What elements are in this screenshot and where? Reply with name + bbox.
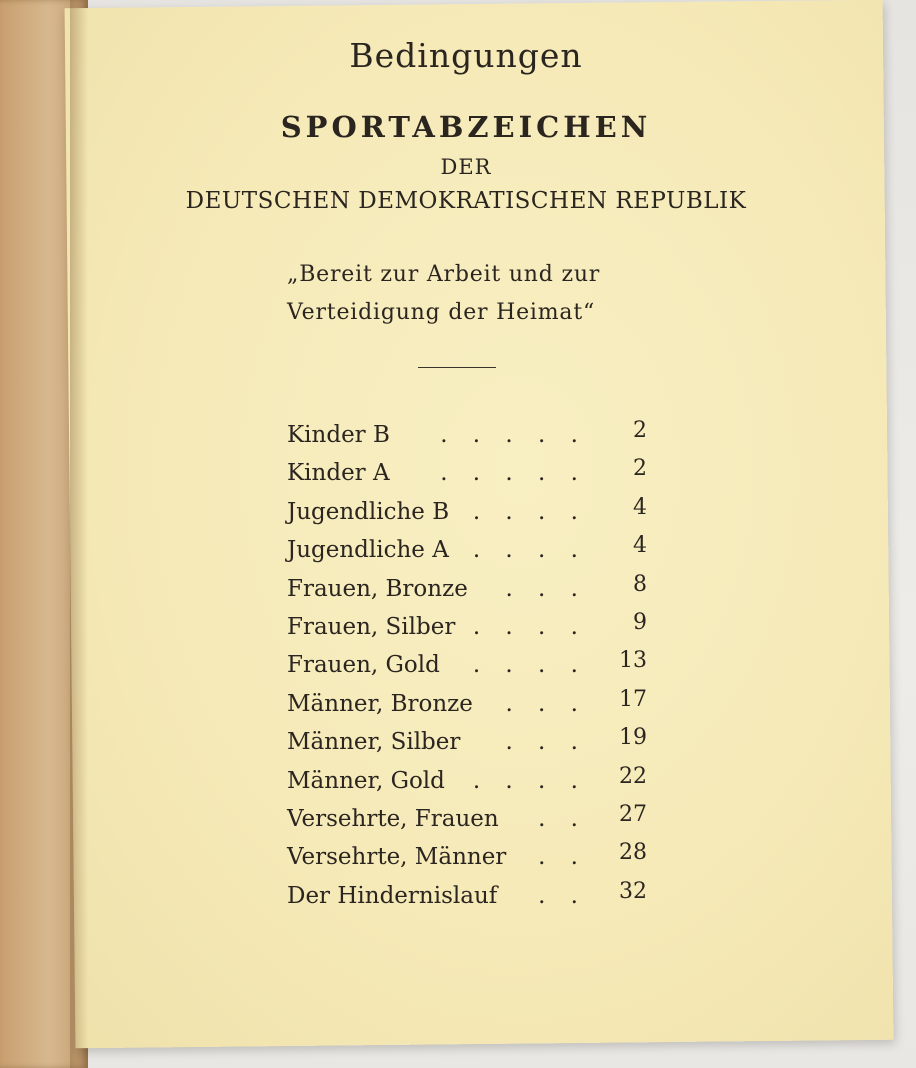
toc-page-number: 28 bbox=[619, 840, 647, 866]
toc-leader-dots: . . bbox=[538, 882, 587, 909]
toc-leader-dots: . . . . bbox=[472, 537, 587, 564]
motto-line-1: „Bereit zur Arbeit und zur bbox=[287, 262, 601, 287]
toc-label: Versehrte, Männer bbox=[287, 844, 507, 871]
toc-label: Kinder A bbox=[287, 460, 390, 487]
toc-row bbox=[287, 802, 667, 840]
toc-label: Versehrte, Frauen bbox=[287, 805, 499, 832]
toc-row bbox=[287, 687, 667, 725]
toc-label: Der Hindernislauf bbox=[287, 882, 498, 909]
toc-leader-dots: . . . . bbox=[472, 652, 587, 679]
toc-row bbox=[287, 456, 667, 494]
toc-leader-dots: . . bbox=[538, 805, 587, 832]
table-of-contents bbox=[287, 418, 667, 917]
toc-label: Frauen, Bronze bbox=[287, 575, 468, 602]
toc-row bbox=[287, 879, 667, 917]
toc-label: Kinder B bbox=[287, 422, 390, 448]
toc-row bbox=[287, 648, 667, 686]
toc-page-number: 19 bbox=[619, 725, 647, 751]
toc-row bbox=[287, 495, 667, 533]
heading-sportabzeichen: SPORTABZEICHEN bbox=[280, 110, 652, 144]
toc-page-number: 9 bbox=[633, 609, 647, 635]
toc-row bbox=[287, 764, 667, 802]
page-title: Bedingungen bbox=[349, 36, 583, 75]
toc-leader-dots: . . . . bbox=[472, 613, 587, 640]
toc-page-number: 13 bbox=[619, 648, 647, 674]
divider-rule bbox=[418, 367, 496, 368]
toc-label: Frauen, Silber bbox=[287, 613, 456, 640]
toc-page-number: 22 bbox=[619, 763, 647, 789]
toc-leader-dots: . . . . . bbox=[440, 422, 587, 448]
toc-leader-dots: . . . bbox=[505, 729, 587, 756]
toc-page-number: 8 bbox=[633, 571, 647, 597]
toc-leader-dots: . . . . bbox=[472, 767, 587, 794]
toc-label: Männer, Silber bbox=[287, 729, 461, 756]
toc-row bbox=[287, 533, 667, 571]
toc-row bbox=[287, 725, 667, 763]
heading-der: DER bbox=[440, 155, 492, 179]
toc-row bbox=[287, 572, 667, 610]
toc-label: Frauen, Gold bbox=[287, 652, 440, 679]
toc-page-number: 4 bbox=[633, 494, 647, 520]
toc-row bbox=[287, 418, 667, 456]
toc-leader-dots: . . . . bbox=[472, 498, 587, 525]
toc-leader-dots: . . . . . bbox=[440, 460, 587, 487]
toc-label: Männer, Bronze bbox=[287, 690, 473, 717]
toc-row bbox=[287, 610, 667, 648]
toc-page-number: 17 bbox=[619, 686, 647, 712]
toc-page-number: 32 bbox=[619, 878, 647, 904]
toc-row bbox=[287, 840, 667, 878]
toc-label: Jugendliche B bbox=[287, 498, 450, 525]
toc-leader-dots: . . . bbox=[505, 690, 587, 717]
toc-page-number: 2 bbox=[633, 418, 647, 443]
toc-leader-dots: . . . bbox=[505, 575, 587, 602]
motto bbox=[287, 256, 600, 332]
toc-page-number: 27 bbox=[619, 801, 647, 827]
motto-line-2: Verteidigung der Heimat“ bbox=[287, 300, 596, 325]
toc-page-number: 2 bbox=[633, 456, 647, 482]
toc-page-number: 4 bbox=[633, 533, 647, 559]
toc-leader-dots: . . bbox=[538, 844, 587, 871]
heading-ddr: DEUTSCHEN DEMOKRATISCHEN REPUBLIK bbox=[185, 188, 747, 214]
toc-label: Männer, Gold bbox=[287, 767, 445, 794]
toc-label: Jugendliche A bbox=[287, 537, 449, 564]
